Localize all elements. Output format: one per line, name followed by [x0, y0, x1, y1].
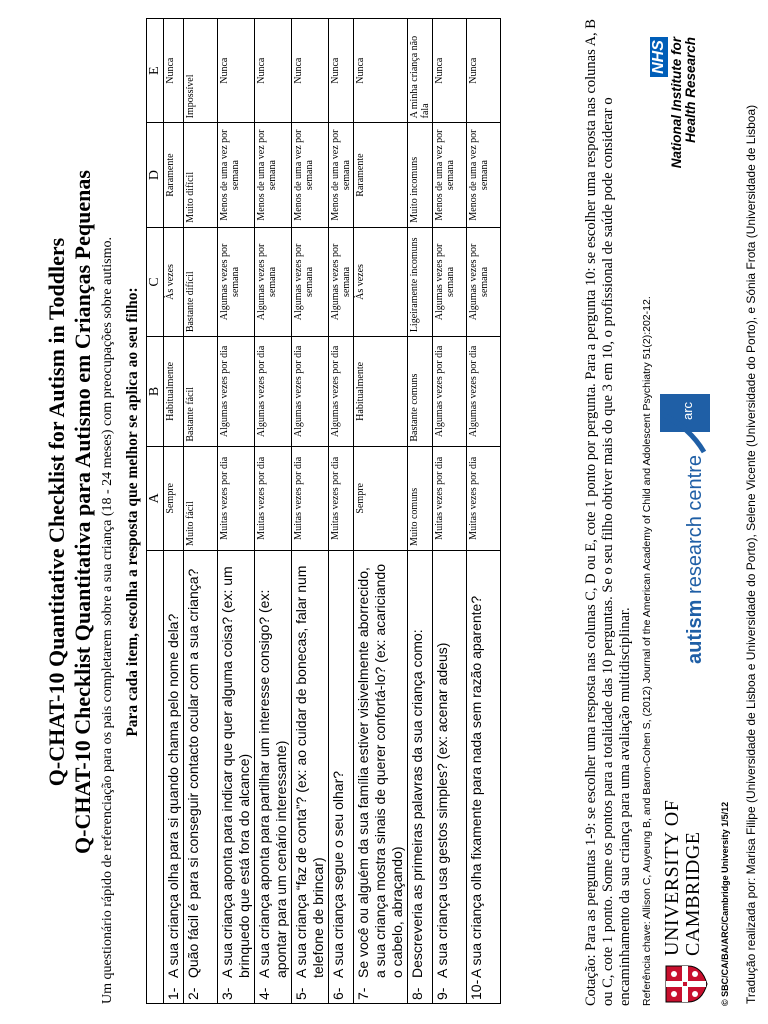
question-number: 10-	[468, 979, 484, 1000]
header-blank	[147, 550, 164, 1003]
question-cell	[184, 550, 218, 1003]
question-cell	[255, 550, 292, 1003]
answer-option[interactable]: Algumas vezes por dia	[329, 337, 354, 446]
answer-option[interactable]: Muitas vezes por dia	[292, 446, 329, 550]
answer-option[interactable]: Muito incomuns	[408, 123, 433, 227]
question-text: A sua criança olha fixamente para nada sem razão aparente?	[468, 595, 484, 978]
answer-option[interactable]: Algumas vezes por dia	[255, 337, 292, 446]
answer-option[interactable]: Algumas vezes por semana	[218, 227, 255, 336]
answer-option[interactable]: Bastante fácil	[184, 337, 218, 446]
question-number: 4-	[256, 987, 272, 1000]
question-text: Quão fácil é para si conseguir contacto ocular com a sua criança?	[185, 568, 201, 978]
arc-word1: autism	[684, 599, 706, 664]
arc-wordmark	[684, 455, 707, 664]
title-portuguese: Q-CHAT-10 Checklist Quantitativa para Autismo em Crianças Pequenas	[70, 170, 95, 854]
question-number: 1-	[165, 987, 181, 1000]
question-row	[354, 19, 408, 1004]
answer-option[interactable]: Bastante comuns	[408, 337, 433, 446]
answer-option[interactable]: Nunca	[292, 19, 329, 123]
question-text: A sua criança segue o seu olhar?	[330, 770, 346, 978]
cambridge-crest-icon	[664, 964, 708, 1004]
intro-text: Um questionário rápido de referenciação para os pais completarem sobre a sua criança (18 - 24 meses) com preocupações sobre autismo.	[100, 237, 115, 1004]
cambridge-logo	[660, 766, 740, 1006]
arc-mark-icon	[660, 394, 710, 454]
question-number: 6-	[330, 987, 346, 1000]
question-number: 7-	[355, 987, 371, 1000]
question-text: Se você ou alguém da sua família estiver visivelmente aborrecido, a sua criança mostra sinais de querer confortá-lo? (ex: acariciando o cabelo, abraçando)	[355, 564, 405, 978]
answer-option[interactable]: Algumas vezes por semana	[329, 227, 354, 336]
column-header: C	[147, 227, 164, 336]
answer-option[interactable]: Às vezes	[164, 227, 184, 336]
question-text: A sua criança usa gestos simples? (ex: acenar adeus)	[434, 642, 450, 978]
question-text: A sua criança aponta para indicar que quer alguma coisa? (ex: um brinquedo que está fora do alcance)	[219, 566, 252, 978]
question-cell	[433, 550, 467, 1003]
nihr-line1: National Institute for	[669, 37, 684, 169]
question-row	[329, 19, 354, 1004]
nhs-badge: NHS	[650, 37, 668, 77]
reference-text: Referência chave: Allison C, Auyeung B, and Baron-Cohen S, (2012) Journal of the American Academy of Child and Adolescent Psychiatry 51(2):202-12.	[641, 296, 653, 1006]
question-cell	[408, 550, 433, 1003]
question-number: 9-	[434, 987, 450, 1000]
answer-option[interactable]: Muito difícil	[184, 123, 218, 227]
question-text: Descreveria as primeiras palavras da sua criança como:	[409, 629, 425, 978]
answer-option[interactable]: Algumas vezes por dia	[218, 337, 255, 446]
question-cell	[354, 550, 408, 1003]
answer-option[interactable]: Nunca	[329, 19, 354, 123]
question-number: 5-	[293, 987, 309, 1000]
arc-word2: research centre	[684, 455, 706, 594]
question-row	[292, 19, 329, 1004]
question-row	[255, 19, 292, 1004]
cambridge-line1: UNIVERSITY OF	[661, 799, 683, 956]
question-number: 8-	[409, 987, 425, 1000]
question-cell	[164, 550, 184, 1003]
question-row	[408, 19, 433, 1004]
question-row	[164, 19, 184, 1004]
answer-option[interactable]: Algumas vezes por semana	[433, 227, 467, 336]
questionnaire-table	[146, 18, 501, 1004]
answer-option[interactable]: Menos de uma vez por semana	[218, 123, 255, 227]
question-text: A sua criança “faz de conta”? (ex: ao cuidar de bonecas, falar num telefone de brincar)	[293, 565, 326, 978]
answer-option[interactable]: Menos de uma vez por semana	[467, 123, 501, 227]
answer-option[interactable]: Habitualmente	[354, 337, 408, 446]
nihr-line2: Health Research	[683, 37, 698, 143]
question-cell	[292, 550, 329, 1003]
answer-option[interactable]: Nunca	[255, 19, 292, 123]
column-header: E	[147, 19, 164, 123]
answer-option[interactable]: Nunca	[354, 19, 408, 123]
answer-option[interactable]: Menos de uma vez por semana	[433, 123, 467, 227]
scoring-text: Cotação: Para as perguntas 1-9: se escolher uma resposta nas colunas C, D ou E, cote 1 ponto por pergunta. Para a pergunta 10: se escolher uma resposta nas colunas A, B ou C, cote 1 ponto. Some os pontos para a totalidade das 10 perguntas. Se o seu filho obtiver mais do que 3 em 10, o profissional de saúde pode considerar o encaminhamento da sua criança para uma avaliação multidisciplinar.	[583, 19, 633, 1006]
answer-option[interactable]: Muitas vezes por dia	[255, 446, 292, 550]
question-row	[184, 19, 218, 1004]
answer-option[interactable]: Nunca	[467, 19, 501, 123]
answer-option[interactable]: Menos de uma vez por semana	[292, 123, 329, 227]
answer-option[interactable]: Algumas vezes por semana	[467, 227, 501, 336]
question-row	[218, 19, 255, 1004]
column-header: A	[147, 446, 164, 550]
question-row	[433, 19, 467, 1004]
question-cell	[329, 550, 354, 1003]
answer-option[interactable]: Algumas vezes por dia	[292, 337, 329, 446]
question-number: 3-	[219, 987, 235, 1000]
answer-option[interactable]: Algumas vezes por semana	[292, 227, 329, 336]
answer-option[interactable]: Muito comuns	[408, 446, 433, 550]
question-cell	[218, 550, 255, 1003]
answer-option[interactable]: Às vezes	[354, 227, 408, 336]
answer-option[interactable]: Impossível	[184, 19, 218, 123]
svg-text:arc: arc	[680, 401, 695, 421]
copyright-text: © SBC/CA/BA/ARC/Cambridge University 1/5/12	[720, 801, 730, 1006]
answer-option[interactable]: Algumas vezes por semana	[255, 227, 292, 336]
answer-option[interactable]: Nunca	[164, 19, 184, 123]
title-english: Q-CHAT-10 Quantitative Checklist for Autism in Toddlers	[44, 237, 69, 787]
arc-logo	[660, 364, 720, 664]
answer-option[interactable]: A minha criança não fala	[408, 19, 433, 123]
answer-option[interactable]: Algumas vezes por dia	[433, 337, 467, 446]
answer-option[interactable]: Muitas vezes por dia	[433, 446, 467, 550]
column-header: B	[147, 337, 164, 446]
answer-option[interactable]: Sempre	[164, 446, 184, 550]
question-cell	[467, 550, 501, 1003]
answer-option[interactable]: Muitas vezes por dia	[467, 446, 501, 550]
answer-option[interactable]: Muito fácil	[184, 446, 218, 550]
answer-option[interactable]: Menos de uma vez por semana	[255, 123, 292, 227]
question-text: A sua criança aponta para partilhar um interesse consigo? (ex: apontar para um cenário interessante)	[256, 589, 289, 978]
question-text: A sua criança olha para si quando chama pelo nome dela?	[165, 613, 181, 978]
answer-option[interactable]: Nunca	[433, 19, 467, 123]
answer-option[interactable]: Habitualmente	[164, 337, 184, 446]
translation-credit: Tradução realizada por: Marisa Filipe (Universidade de Lisboa e Universidade do Porto), Selene Vicente (Universidade do Porto), e Sónia Frota (Universidade de Lisboa)	[744, 104, 758, 1004]
question-number: 2-	[185, 987, 201, 1000]
nihr-wordmark	[670, 37, 698, 237]
answer-option[interactable]: Bastante difícil	[184, 227, 218, 336]
cambridge-line2: CAMBRIDGE	[682, 831, 704, 956]
answer-option[interactable]: Ligeiramente incomuns	[408, 227, 433, 336]
answer-option[interactable]: Algumas vezes por dia	[467, 337, 501, 446]
column-header: D	[147, 123, 164, 227]
answer-option[interactable]: Raramente	[354, 123, 408, 227]
answer-option[interactable]: Muitas vezes por dia	[218, 446, 255, 550]
answer-option[interactable]: Raramente	[164, 123, 184, 227]
cambridge-wordmark	[662, 800, 704, 956]
answer-option[interactable]: Nunca	[218, 19, 255, 123]
nihr-logo	[650, 29, 730, 229]
answer-option[interactable]: Muitas vezes por dia	[329, 446, 354, 550]
table-header-row	[147, 19, 164, 1004]
instruction-text: Para cada item, escolha a resposta que melhor se aplica ao seu filho:	[124, 287, 141, 737]
question-row	[467, 19, 501, 1004]
answer-option[interactable]: Sempre	[354, 446, 408, 550]
answer-option[interactable]: Menos de uma vez por semana	[329, 123, 354, 227]
